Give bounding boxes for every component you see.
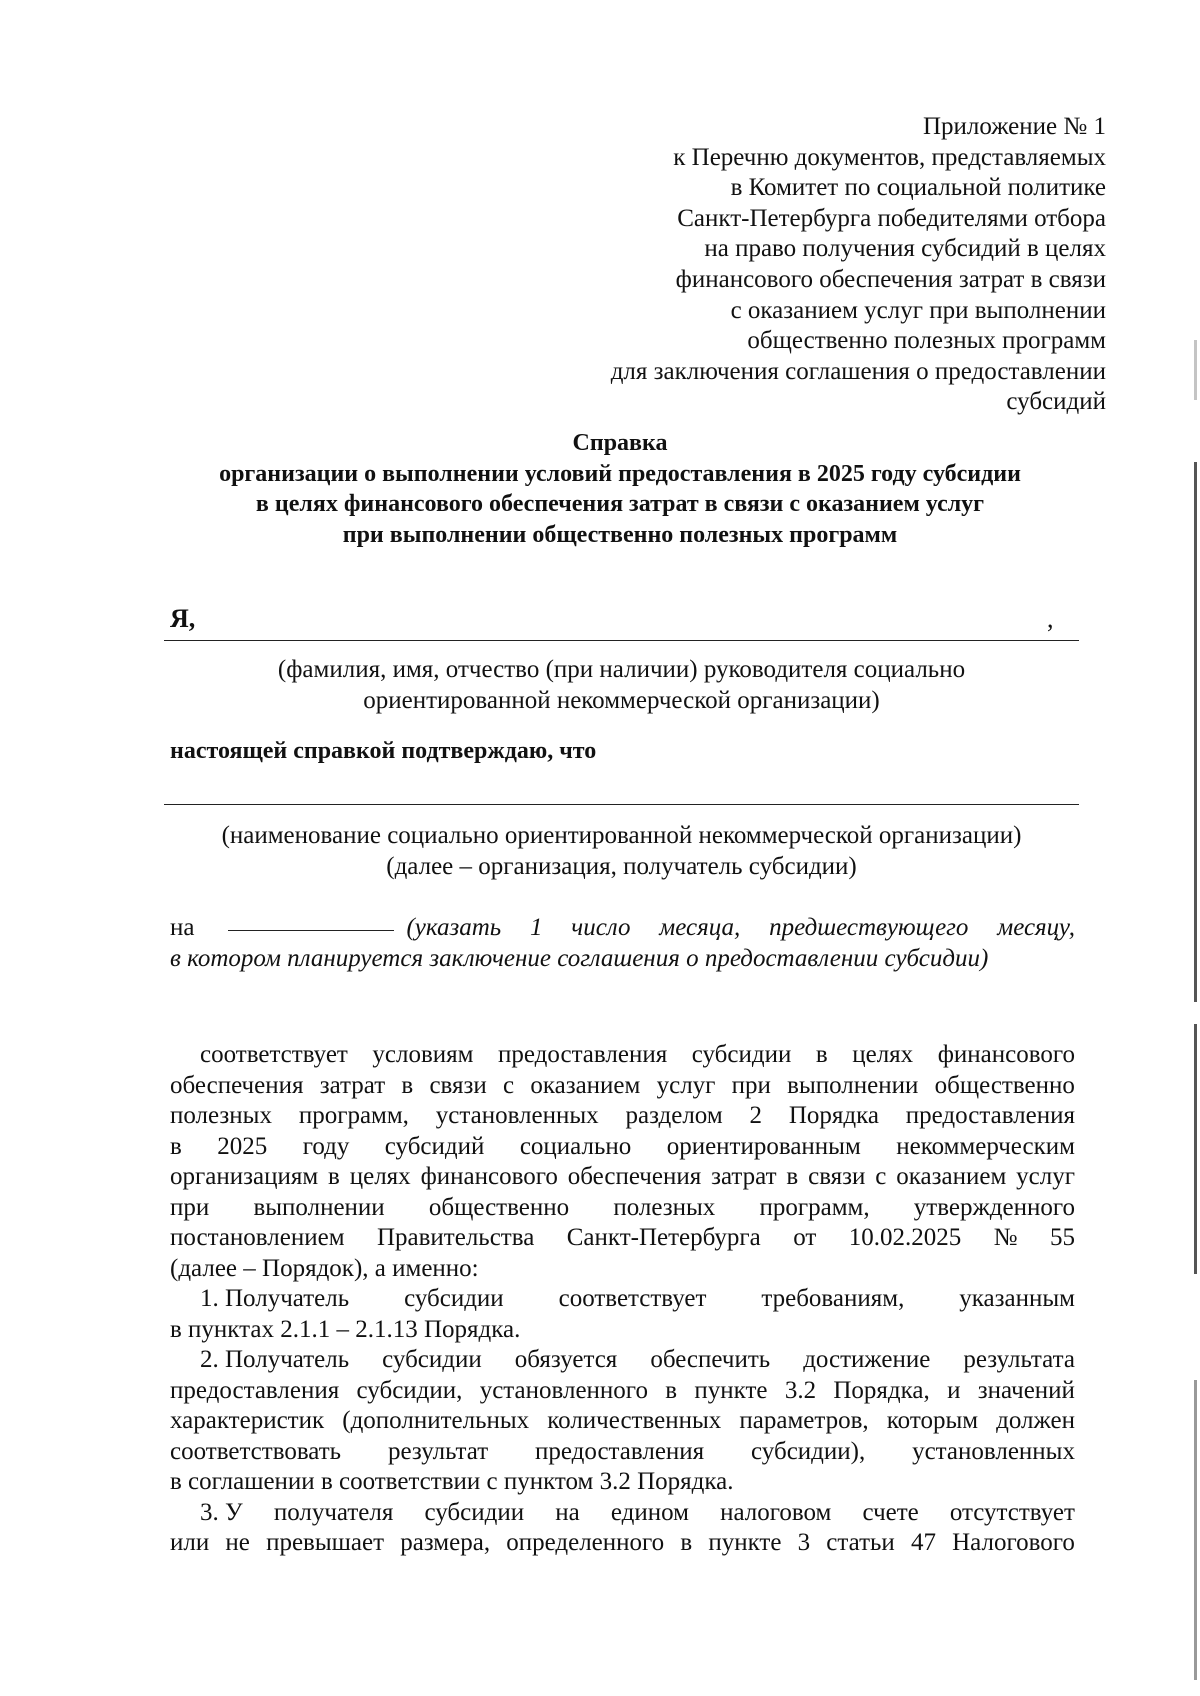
word: полезных	[170, 1102, 272, 1129]
word: результата	[963, 1346, 1075, 1373]
body-text	[170, 1040, 1075, 1559]
ya-label: Я,	[170, 604, 196, 633]
word: обязуется	[514, 1346, 618, 1373]
paragraph-line	[170, 1193, 1075, 1224]
hint-word: месяца,	[659, 914, 741, 941]
word: превышает	[266, 1529, 385, 1556]
appendix-line: для заключения соглашения о предоставлении	[610, 357, 1106, 385]
paragraph-line	[170, 1437, 1075, 1468]
word: статьи	[826, 1529, 895, 1556]
word: установленного	[479, 1376, 648, 1404]
word: едином	[610, 1498, 689, 1526]
word: с	[503, 1071, 515, 1099]
word: 1. Получатель	[200, 1285, 350, 1312]
word: 2	[749, 1102, 762, 1129]
title-line: при выполнении общественно полезных программ	[342, 521, 898, 548]
paragraph-line	[170, 1345, 1075, 1376]
word: оказанием	[896, 1163, 1007, 1190]
appendix-line: к Перечню документов, представляемых	[673, 143, 1106, 171]
org-fill-line[interactable]	[164, 804, 1079, 805]
hint-word: 1	[529, 914, 543, 941]
paragraph-line	[170, 1071, 1075, 1102]
date-hint-continuation: в котором планируется заключение соглашения о предоставлении субсидии)	[170, 945, 989, 972]
word: параметров,	[739, 1407, 869, 1434]
word: на	[555, 1498, 580, 1526]
word: субсидии	[691, 1041, 792, 1068]
word: 47	[910, 1529, 936, 1556]
paragraph-line	[170, 1528, 1075, 1559]
word: 3.2	[784, 1376, 817, 1404]
paragraph-line: в пунктах 2.1.1 – 2.1.13 Порядка.	[170, 1315, 521, 1343]
word: организациям	[170, 1163, 319, 1190]
word: субсидии,	[356, 1376, 463, 1404]
word: в	[680, 1529, 693, 1556]
word: пункте	[694, 1376, 768, 1404]
word: в	[328, 1163, 340, 1190]
title-line: организации о выполнении условий предоставления в 2025 году субсидии	[219, 460, 1021, 487]
hint-word: (указать	[406, 914, 502, 941]
word: от	[793, 1224, 817, 1251]
paragraph-line	[170, 1162, 1075, 1193]
title-heading: Справка	[572, 430, 668, 456]
word: общественно	[428, 1193, 570, 1221]
caption-line: ориентированной некоммерческой организации)	[363, 687, 880, 714]
word: при	[170, 1193, 210, 1221]
word: 55	[1049, 1224, 1075, 1251]
word: установленных	[912, 1437, 1075, 1465]
word: значений	[977, 1376, 1075, 1404]
word: 3. У	[200, 1498, 243, 1526]
word: субсидии),	[751, 1437, 866, 1465]
word: определенного	[506, 1529, 665, 1556]
word: в	[786, 1163, 799, 1190]
paragraph-line	[170, 1284, 1075, 1315]
word: при	[731, 1071, 771, 1099]
paragraph-line	[170, 1101, 1075, 1132]
word: предоставления	[534, 1437, 705, 1465]
hint-word: месяцу,	[997, 914, 1075, 941]
word: субсидии	[424, 1498, 525, 1526]
word: постановлением	[170, 1224, 345, 1251]
appendix-line: Санкт-Петербурга победителями отбора	[677, 204, 1106, 232]
word: выполнении	[787, 1071, 919, 1099]
word: в	[170, 1132, 182, 1160]
caption-line: (далее – организация, получатель субсидии)	[386, 853, 857, 880]
hint-word: число	[571, 914, 631, 941]
date-fill-line[interactable]	[228, 930, 394, 931]
date-hint	[406, 912, 1075, 943]
date-clause	[170, 912, 1075, 974]
word: Правительства	[376, 1224, 535, 1251]
word: Налогового	[952, 1529, 1075, 1556]
confirm-statement: настоящей справкой подтверждаю, что	[170, 738, 597, 764]
word: целях	[852, 1041, 914, 1068]
appendix-line: Приложение № 1	[922, 113, 1106, 140]
word: субсидии	[404, 1285, 504, 1312]
word: в	[401, 1071, 414, 1099]
paragraph-item-2	[170, 1345, 1075, 1467]
word: соответствовать	[170, 1437, 342, 1465]
word: предоставления	[497, 1041, 668, 1068]
word: в	[665, 1376, 678, 1404]
word: субсидий	[384, 1132, 485, 1160]
word: некоммерческим	[896, 1132, 1075, 1160]
word: количественных	[547, 1407, 722, 1434]
word: Санкт-Петербурга	[566, 1224, 761, 1251]
word: 3	[797, 1529, 811, 1556]
word: 10.02.2025	[848, 1224, 962, 1251]
word: или	[170, 1529, 210, 1556]
name-caption	[164, 654, 1079, 716]
caption-line: (фамилия, имя, отчество (при наличии) руководителя социально	[277, 656, 966, 683]
word: с	[875, 1163, 887, 1190]
word: которым	[886, 1407, 979, 1434]
word: финансового	[420, 1163, 558, 1190]
word: указанным	[959, 1285, 1075, 1312]
word: результат	[387, 1437, 489, 1465]
appendix-line: в Комитет по социальной политике	[730, 174, 1106, 202]
word: программ,	[298, 1102, 409, 1129]
org-caption	[164, 820, 1079, 882]
word: Порядка,	[833, 1376, 930, 1404]
word: предоставления	[170, 1376, 340, 1404]
appendix-line: субсидий	[1006, 388, 1106, 416]
appendix-line: с оказанием услуг при выполнении	[730, 296, 1106, 324]
name-fill-line[interactable]	[164, 640, 1079, 641]
paragraph-line	[170, 1040, 1075, 1071]
paragraph-conditions	[170, 1040, 1075, 1254]
paragraph-line	[170, 1376, 1075, 1407]
word: обеспечить	[650, 1346, 771, 1373]
word: 2025	[217, 1132, 268, 1160]
appendix-line: финансового обеспечения затрат в связи	[675, 265, 1106, 293]
paragraph-line: в соглашении в соответствии с пунктом 3.2 Порядка.	[170, 1468, 734, 1495]
word: условиям	[372, 1041, 474, 1068]
paragraph-line	[170, 1498, 1075, 1529]
word: №	[993, 1224, 1018, 1251]
word: выполнении	[253, 1193, 385, 1221]
word: и	[947, 1376, 961, 1404]
word: утвержденного	[913, 1193, 1075, 1221]
word: услуг	[656, 1071, 716, 1099]
word: должен	[996, 1407, 1075, 1434]
word: соответствует	[558, 1285, 707, 1312]
word: обеспечения	[567, 1163, 702, 1190]
word: связи	[808, 1163, 866, 1190]
word: затрат	[711, 1163, 777, 1190]
word: году	[302, 1132, 350, 1160]
hint-word: предшествующего	[769, 914, 969, 941]
word: налоговом	[720, 1498, 832, 1526]
word: социально	[519, 1132, 632, 1160]
word: Порядка	[788, 1102, 879, 1129]
paragraph-item-3	[170, 1498, 1075, 1559]
word: соответствует	[200, 1041, 348, 1068]
word: разделом	[625, 1102, 723, 1129]
word: программ,	[759, 1193, 870, 1221]
word: установленных	[435, 1102, 599, 1129]
paragraph-item-1	[170, 1284, 1075, 1315]
word: обеспечения	[170, 1071, 304, 1099]
na-word: на	[170, 914, 195, 941]
caption-line: (наименование социально ориентированной некоммерческой организации)	[221, 822, 1022, 849]
word: оказанием	[530, 1071, 641, 1099]
appendix-header	[560, 112, 1106, 418]
word: полезных	[613, 1193, 716, 1221]
appendix-line: на право получения субсидий в целях	[704, 235, 1106, 263]
word: в	[815, 1041, 828, 1068]
word: общественно	[934, 1071, 1075, 1099]
word: получателя	[273, 1498, 394, 1526]
word: счете	[862, 1498, 919, 1526]
ya-comma: ,	[1047, 604, 1054, 633]
word: 2. Получатель	[200, 1346, 350, 1373]
word: затрат	[319, 1071, 386, 1099]
document-title	[130, 428, 1110, 550]
word: отсутствует	[949, 1498, 1075, 1526]
word: целях	[349, 1163, 411, 1190]
word: финансового	[937, 1041, 1075, 1068]
paragraph-line	[170, 1223, 1075, 1254]
paragraph-line	[170, 1132, 1075, 1163]
word: связи	[429, 1071, 487, 1099]
title-line: в целях финансового обеспечения затрат в связи с оказанием услуг	[255, 491, 985, 517]
word: предоставления	[905, 1102, 1075, 1129]
appendix-line: общественно полезных программ	[747, 327, 1106, 355]
word: характеристик	[170, 1407, 325, 1434]
paragraph-line: (далее – Порядок), а именно:	[170, 1254, 479, 1282]
word: требованиям,	[761, 1285, 905, 1312]
word: услуг	[1016, 1163, 1075, 1190]
paragraph-line	[170, 1406, 1075, 1437]
scan-edge-marks	[1192, 0, 1200, 1696]
word: ориентированным	[666, 1132, 861, 1160]
word: субсидии	[382, 1346, 482, 1373]
word: достижение	[803, 1346, 931, 1373]
word: (дополнительных	[342, 1407, 530, 1434]
word: размера,	[400, 1529, 491, 1556]
word: не	[225, 1529, 250, 1556]
word: пункте	[708, 1529, 782, 1556]
